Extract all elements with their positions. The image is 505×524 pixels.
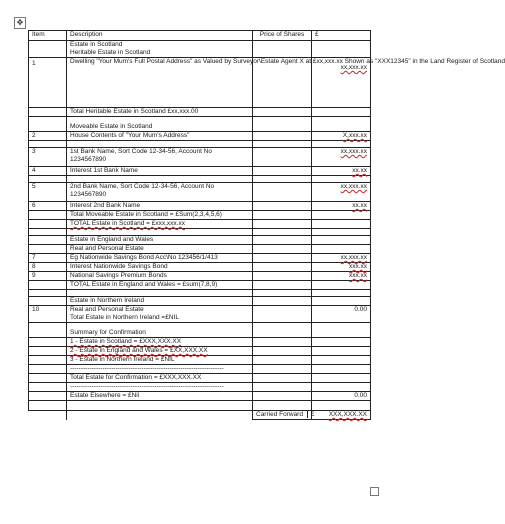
table-row — [29, 245, 371, 254]
table-row — [29, 202, 371, 211]
item-amount: X,xxx.xx — [312, 132, 371, 141]
scotland-total: TOTAL Estate in Scotland = £xxx,xxx.xx — [67, 220, 253, 229]
table-row — [29, 401, 371, 411]
table-row — [29, 329, 371, 338]
item-amount: xxx.xx — [312, 272, 371, 281]
table-row — [29, 297, 371, 306]
item-description: National Savings Premium Bonds — [67, 272, 253, 281]
table-row — [29, 290, 371, 297]
table-row — [29, 211, 371, 220]
table-row — [29, 365, 371, 374]
table-row — [29, 176, 371, 183]
table-row — [29, 58, 371, 108]
item-number: 9 — [29, 272, 67, 281]
table-row — [29, 374, 371, 383]
section-title-scotland: Estate in Scotland — [67, 41, 253, 50]
item-amount: xx,xxx.xx — [312, 183, 371, 202]
header-item: Item — [29, 31, 67, 41]
item-description: Interest 2nd Bank Name — [67, 202, 253, 211]
carried-forward-amount: XXX,XXX.XX — [312, 411, 371, 420]
item-number: 10 — [29, 306, 67, 315]
table-row — [29, 272, 371, 281]
moveable-total: Total Moveable Estate in Scotland = £Sum(2,3,4,5,6) — [67, 211, 253, 220]
table-move-handle-icon[interactable]: ✥ — [14, 17, 26, 29]
confirmation-total: Total Estate for Confirmation = £XXX,XXX.XX — [67, 374, 253, 383]
section-title-england: Estate in England and Wales — [67, 236, 253, 245]
item-number: 5 — [29, 183, 67, 202]
table-row — [29, 132, 371, 141]
item-description: Interest Nationwide Savings Bond — [67, 263, 253, 272]
carried-forward-label: Carried Forward £ — [253, 411, 312, 420]
table-row — [29, 236, 371, 245]
item-description: Interest 1st Bank Name — [67, 167, 253, 176]
table-row — [29, 254, 371, 263]
item-number: 3 — [29, 148, 67, 167]
header-price-of-shares: Price of Shares — [253, 31, 312, 41]
item-amount: xx.xx — [312, 167, 371, 176]
section-title-nireland: Estate in Northern Ireland — [67, 297, 253, 306]
dwelling-description: Dwelling "Your Mum's Full Postal Address" as Valued by Surveyor\Estate Agent X at £xx,xxx.xx Shown as "XXX12345" in the Land Register of Scotland — [67, 58, 253, 108]
header-description: Description — [67, 31, 253, 41]
table-resize-handle-icon[interactable] — [370, 487, 379, 496]
table-row — [29, 123, 371, 132]
table-row — [29, 220, 371, 229]
table-row — [29, 306, 371, 315]
item-amount: 0.00 — [312, 306, 371, 315]
moveable-estate-heading: Moveable Estate in Scotland — [67, 123, 253, 132]
item-description: Real and Personal Estate — [67, 306, 253, 315]
table-row — [29, 49, 371, 58]
item-number: 6 — [29, 202, 67, 211]
item-description: 1st Bank Name, Sort Code 12-34-56, Account No 1234567890 — [67, 148, 253, 167]
table-row — [29, 167, 371, 176]
table-row — [29, 356, 371, 365]
table-row — [29, 392, 371, 401]
table-row — [29, 314, 371, 323]
item-number: 2 — [29, 132, 67, 141]
item-number: 7 — [29, 254, 67, 263]
item-amount: xx,xxx.xx — [312, 254, 371, 263]
item-amount: xx.xx — [312, 202, 371, 211]
item-amount: xxx.xx — [312, 263, 371, 272]
table-row — [29, 263, 371, 272]
item-number: 4 — [29, 167, 67, 176]
table-row — [29, 41, 371, 50]
table-row — [29, 229, 371, 236]
table-header-row — [29, 31, 371, 41]
summary-heading: Summary for Confirmation — [67, 329, 253, 338]
table-row — [29, 141, 371, 148]
item-amount: xx,xxx.xx — [312, 148, 371, 167]
summary-divider: ----------------------------------------------------------------------- — [67, 365, 253, 374]
summary-divider: ----------------------------------------------------------------------- — [67, 383, 253, 392]
estate-elsewhere: Estate Elsewhere = £Nil — [67, 392, 253, 401]
england-total: TOTAL Estate in England and Wales = £sum(7,8,9) — [67, 281, 253, 290]
nireland-total: Total Estate in Northern Ireland =£NIL — [67, 314, 253, 323]
item-number: 1 — [29, 58, 67, 108]
table-row — [29, 347, 371, 356]
header-pound: £ — [312, 31, 371, 41]
table-row — [29, 108, 371, 117]
item-description: Eg Nationwide Savings Bond Acc\No 123456/1/413 — [67, 254, 253, 263]
item-description: 2nd Bank Name, Sort Code 12-34-56, Account No 1234567890 — [67, 183, 253, 202]
carried-forward-pound: £ — [307, 411, 315, 418]
estate-elsewhere-amount: 0.00 — [312, 392, 371, 401]
table-row — [29, 338, 371, 347]
summary-line: 1 - Estate in Scotland = £XXX,XXX.XX — [67, 338, 253, 347]
item-description: House Contents of "Your Mum's Address" — [67, 132, 253, 141]
summary-line: 2 - Estate in England and Wales = £XX,XXX.XX — [67, 347, 253, 356]
table-row — [29, 183, 371, 202]
item-number: 8 — [29, 263, 67, 272]
dwelling-amount: xx,xxx.xx — [312, 58, 371, 108]
heritable-estate-heading: Heritable Estate in Scotland — [67, 49, 253, 58]
table-row — [29, 383, 371, 392]
heritable-total: Total Heritable Estate in Scotland £xx,xxx.00 — [67, 108, 253, 117]
estate-inventory-table — [28, 30, 505, 420]
table-row — [29, 148, 371, 167]
carried-forward-row — [29, 411, 371, 420]
table-row — [29, 281, 371, 290]
real-personal-heading: Real and Personal Estate — [67, 245, 253, 254]
summary-line: 3 - Estate in Northern Ireland = £NIL — [67, 356, 253, 365]
